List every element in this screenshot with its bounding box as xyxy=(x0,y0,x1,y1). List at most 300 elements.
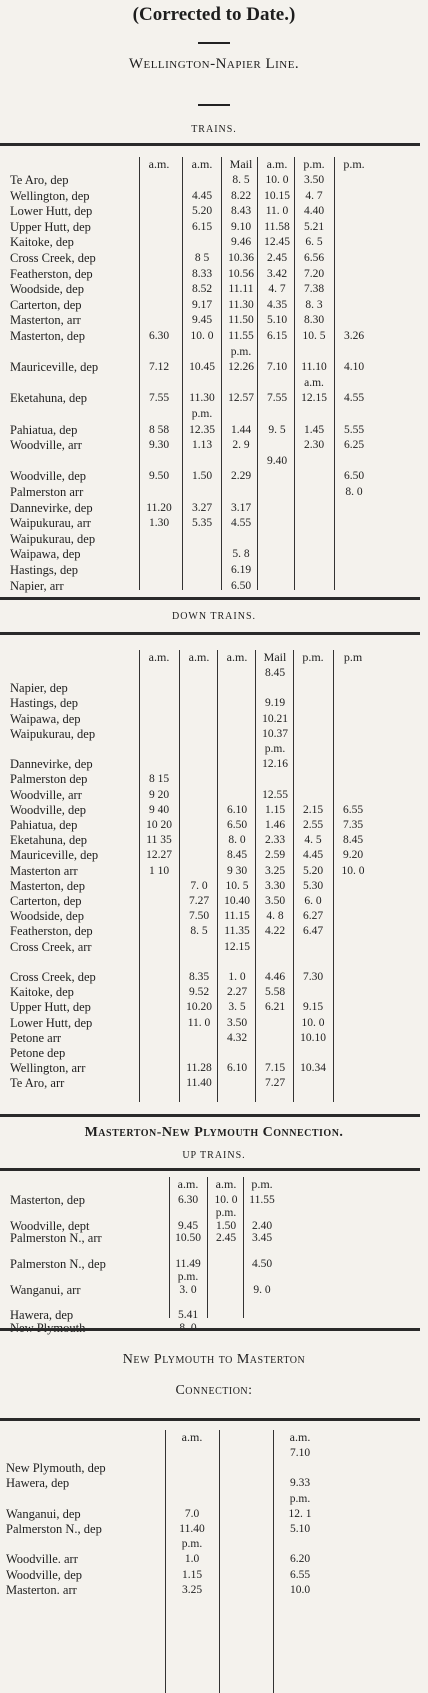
time-cell: 5.41 xyxy=(177,1309,199,1322)
time-cell: 7.27 xyxy=(188,895,210,907)
column-header: a.m. xyxy=(266,157,288,171)
time-cell: 10. 0 xyxy=(341,864,365,877)
time-cell: 5.30 xyxy=(302,879,324,892)
time-cell: 11. 0 xyxy=(265,205,289,218)
time-cell: 12.57 xyxy=(228,392,254,405)
time-cell: 7.10 xyxy=(266,361,288,374)
time-cell: 6.30 xyxy=(177,1194,199,1206)
time-cell: 9 30 xyxy=(226,864,248,877)
column-separator xyxy=(139,157,140,590)
column-header: a.m. xyxy=(148,157,170,171)
station-name: Masterton. arr xyxy=(6,1582,77,1597)
time-cell: 3.45 xyxy=(251,1232,273,1245)
column-header: a.m. xyxy=(181,1430,203,1444)
time-cell: 1.45 xyxy=(303,423,325,436)
time-cell: 8.45 xyxy=(226,849,248,862)
connection2-title-line2: Connection: xyxy=(175,1383,253,1398)
time-cell: 7.15 xyxy=(264,1062,286,1075)
time-cell: 11.35 xyxy=(224,925,250,938)
column-header: a.m. xyxy=(188,650,210,664)
station-name: Napier, arr xyxy=(10,578,64,593)
column-header: Mail xyxy=(229,157,253,171)
time-cell: 11 35 xyxy=(146,834,172,847)
station-name: Hawera, dep xyxy=(10,1308,74,1323)
station-name: Featherston, dep xyxy=(10,924,93,939)
station-name: Lower Hutt, dep xyxy=(10,1015,93,1030)
time-cell: 1.30 xyxy=(148,517,170,530)
time-cell: 2.29 xyxy=(230,470,252,483)
time-cell: 5.10 xyxy=(266,314,288,327)
time-cell: 5.58 xyxy=(264,986,286,999)
station-name: Mauriceville, dep xyxy=(10,360,99,375)
time-cell: 1.15 xyxy=(264,803,286,816)
time-cell: 6.56 xyxy=(303,252,325,264)
time-cell: 12.15 xyxy=(301,392,327,405)
time-cell: 11. 0 xyxy=(187,1016,211,1029)
time-cell: 9.17 xyxy=(191,298,213,311)
time-cell: 12.45 xyxy=(264,236,290,249)
column-header: a.m. xyxy=(148,650,170,664)
column-separator xyxy=(219,1430,220,1693)
column-separator xyxy=(182,157,183,590)
column-header: a.m. xyxy=(215,1177,237,1191)
time-cell: p.m. xyxy=(181,1538,203,1551)
time-cell: 4.46 xyxy=(264,971,286,983)
time-cell: 9.20 xyxy=(342,849,364,862)
time-cell: 3.17 xyxy=(230,501,252,514)
time-cell: 8. 0 xyxy=(345,486,363,498)
time-cell: 3.50 xyxy=(226,1016,248,1029)
time-cell: 7.35 xyxy=(342,819,364,831)
time-cell: 12.26 xyxy=(228,361,254,374)
time-cell: 12.27 xyxy=(146,849,172,862)
time-cell: 9.52 xyxy=(188,986,210,999)
time-cell: 2.33 xyxy=(264,834,286,847)
section-divider xyxy=(0,1328,420,1331)
time-cell: 11.40 xyxy=(186,1077,212,1090)
column-header: Mail xyxy=(263,650,287,664)
time-cell: p.m. xyxy=(289,1492,311,1505)
time-cell: 6.55 xyxy=(289,1568,311,1581)
time-cell: 10. 0 xyxy=(265,174,289,186)
column-header: p.m. xyxy=(302,650,324,664)
time-cell: 11.40 xyxy=(179,1523,205,1535)
station-name: Hastings, dep xyxy=(10,696,79,711)
station-name: Waipukurau, dep xyxy=(10,726,96,741)
time-cell: 7.12 xyxy=(148,361,170,374)
station-name: Eketahuna, dep xyxy=(10,833,88,848)
time-cell: 10.40 xyxy=(224,895,250,907)
column-separator xyxy=(334,157,335,590)
time-cell: 6.20 xyxy=(289,1553,311,1566)
time-cell: 4. 5 xyxy=(304,834,322,847)
column-header: a.m. xyxy=(226,650,248,664)
column-separator xyxy=(333,650,334,1102)
time-cell: 3.25 xyxy=(264,864,286,877)
time-cell: 4.45 xyxy=(191,189,213,202)
time-cell: 8.30 xyxy=(303,314,325,327)
time-cell: 4.10 xyxy=(343,361,365,374)
time-cell: 1.0 xyxy=(184,1553,200,1566)
station-name: Napier, dep xyxy=(10,681,68,696)
time-cell: 4.45 xyxy=(302,849,324,862)
station-name: Lower Hutt, dep xyxy=(10,204,93,219)
time-cell: 6.30 xyxy=(148,330,170,342)
time-cell: 6.21 xyxy=(264,1001,286,1014)
section-divider xyxy=(0,1418,420,1421)
time-cell: 11.28 xyxy=(186,1062,212,1075)
time-cell: 6.10 xyxy=(226,1062,248,1075)
time-cell: 7.30 xyxy=(302,971,324,983)
time-cell: 9.45 xyxy=(191,314,213,327)
time-cell: 8.45 xyxy=(342,834,364,847)
station-name: Woodville, arr xyxy=(10,438,82,453)
time-cell: 9.15 xyxy=(302,1001,324,1014)
column-separator xyxy=(273,1430,274,1693)
section-divider xyxy=(0,1114,420,1117)
section-divider xyxy=(0,632,420,635)
time-cell: 8.22 xyxy=(230,189,252,202)
time-cell: 11.20 xyxy=(146,501,172,514)
time-cell: 10.10 xyxy=(300,1031,326,1044)
time-cell: 6.27 xyxy=(302,910,324,923)
station-name: New Plymouth, dep xyxy=(6,1461,106,1476)
time-cell: 8 5 xyxy=(194,252,210,264)
time-cell: 4.55 xyxy=(343,392,365,405)
station-name: Woodville, dept xyxy=(10,1218,90,1233)
station-name: Featherston, dep xyxy=(10,266,93,281)
station-name: Carterton, dep xyxy=(10,894,82,908)
station-name: Palmerston N., dep xyxy=(10,1257,106,1271)
column-separator xyxy=(179,650,180,1102)
station-name: Woodville, dep xyxy=(10,469,87,484)
time-cell: 9.30 xyxy=(148,439,170,452)
time-cell: 2.45 xyxy=(266,252,288,264)
time-cell: 10. 0 xyxy=(190,330,214,342)
time-cell: 9. 0 xyxy=(253,1283,271,1296)
station-name: Eketahuna, dep xyxy=(10,391,88,406)
time-cell: 6.15 xyxy=(191,220,213,233)
time-cell: 9. 5 xyxy=(268,423,286,436)
column-separator xyxy=(255,650,256,1102)
section-divider xyxy=(0,597,420,600)
station-name: Palmerston dep xyxy=(10,772,88,787)
station-name: Woodville, dep xyxy=(10,802,87,817)
time-cell: 10.34 xyxy=(300,1062,326,1075)
time-cell: 10.45 xyxy=(189,361,215,374)
time-cell: 3. 5 xyxy=(228,1001,246,1014)
time-cell: 1.13 xyxy=(191,439,213,452)
column-separator xyxy=(221,157,222,590)
time-cell: 11.30 xyxy=(189,392,215,405)
time-cell: 3.30 xyxy=(264,879,286,892)
connection1-subtitle: UP TRAINS. xyxy=(182,1150,246,1161)
time-cell: 10.56 xyxy=(228,267,254,280)
station-name: Woodville, arr xyxy=(10,787,82,802)
time-cell: 1.50 xyxy=(215,1219,237,1232)
time-cell: 8 15 xyxy=(148,773,170,786)
time-cell: 11.30 xyxy=(228,298,254,311)
short-rule xyxy=(198,42,230,44)
time-cell: 1.44 xyxy=(230,423,252,436)
time-cell: 8. 3 xyxy=(305,298,323,311)
station-name: Masterton arr xyxy=(10,863,78,878)
station-name: Woodside, dep xyxy=(10,909,84,924)
station-name: Woodville. arr xyxy=(6,1552,78,1567)
time-cell: 2.15 xyxy=(302,803,324,816)
time-cell: 11.49 xyxy=(175,1258,201,1270)
time-cell: 1.50 xyxy=(191,470,213,483)
time-cell: 1. 0 xyxy=(228,971,246,983)
station-name: Hawera, dep xyxy=(6,1476,70,1491)
time-cell: 3.50 xyxy=(303,174,325,186)
section-divider xyxy=(0,143,420,146)
time-cell: 1.15 xyxy=(181,1568,203,1581)
station-name: Te Aro, arr xyxy=(10,1076,65,1091)
time-cell: 4. 7 xyxy=(305,189,323,202)
up-trains-title: TRAINS. xyxy=(191,124,237,135)
time-cell: 10.0 xyxy=(289,1583,311,1596)
time-cell: p.m. xyxy=(230,345,252,358)
time-cell: 11.58 xyxy=(264,220,290,233)
station-name: Pahiatua, dep xyxy=(10,422,78,437)
time-cell: p.m. xyxy=(191,408,213,420)
station-name: Carterton, dep xyxy=(10,297,82,312)
time-cell: 2. 9 xyxy=(232,439,250,452)
time-cell: 7.55 xyxy=(148,392,170,405)
column-separator xyxy=(294,157,295,590)
time-cell: 10.36 xyxy=(228,252,254,264)
time-cell: 2.40 xyxy=(251,1219,273,1232)
time-cell: 6.15 xyxy=(266,330,288,342)
time-cell: 3.25 xyxy=(181,1583,203,1596)
station-name: Masterton, dep xyxy=(10,878,85,893)
station-name: Dannevirke, dep xyxy=(10,500,93,515)
time-cell: 5.35 xyxy=(191,517,213,530)
time-cell: 2.55 xyxy=(302,819,324,831)
column-header: p.m. xyxy=(303,157,325,171)
time-cell: 6.50 xyxy=(343,470,365,483)
time-cell: 7.20 xyxy=(303,267,325,280)
time-cell: 8. 5 xyxy=(232,174,250,186)
time-cell: 9.10 xyxy=(230,220,252,233)
station-name: Palmerston arr xyxy=(10,485,84,499)
time-cell: 10.21 xyxy=(262,712,288,725)
time-cell: 9 40 xyxy=(148,803,170,816)
station-name: Upper Hutt, dep xyxy=(10,219,91,234)
time-cell: 4.55 xyxy=(230,517,252,530)
column-header: a.m. xyxy=(191,157,213,171)
time-cell: 4.32 xyxy=(226,1031,248,1044)
time-cell: 6.25 xyxy=(343,439,365,452)
time-cell: 3.27 xyxy=(191,501,213,514)
time-cell: 11.55 xyxy=(249,1194,275,1206)
time-cell: 7. 0 xyxy=(190,879,208,892)
station-name: Cross Creek, arr xyxy=(10,939,92,954)
time-cell: 12. 1 xyxy=(288,1507,312,1520)
time-cell: 9.19 xyxy=(264,697,286,710)
column-separator xyxy=(217,650,218,1102)
time-cell: 5.10 xyxy=(289,1523,311,1535)
time-cell: p.m. xyxy=(215,1206,237,1219)
time-cell: 6.19 xyxy=(230,564,252,576)
time-cell: 10.15 xyxy=(264,189,290,202)
station-name: Kaitoke, dep xyxy=(10,235,74,250)
time-cell: 10.20 xyxy=(186,1001,212,1014)
time-cell: 7.38 xyxy=(303,283,325,296)
time-cell: 3. 0 xyxy=(179,1283,197,1296)
time-cell: 5. 8 xyxy=(232,548,250,561)
time-cell: 10.50 xyxy=(175,1232,201,1245)
time-cell: 7.27 xyxy=(264,1077,286,1090)
time-cell: 10. 0 xyxy=(301,1016,325,1029)
station-name: Woodville, dep xyxy=(6,1567,83,1582)
column-separator xyxy=(139,650,140,1102)
time-cell: 7.10 xyxy=(289,1447,311,1459)
column-separator xyxy=(257,157,258,590)
time-cell: 12.35 xyxy=(189,423,215,436)
station-name: Wellington, arr xyxy=(10,1061,86,1076)
time-cell: 6.47 xyxy=(302,925,324,938)
time-cell: 11.15 xyxy=(224,910,250,923)
time-cell: 7.55 xyxy=(266,392,288,405)
time-cell: 8.33 xyxy=(191,267,213,280)
time-cell: 1 10 xyxy=(148,864,170,877)
time-cell: 9 20 xyxy=(148,788,170,801)
time-cell: 8.52 xyxy=(191,283,213,296)
time-cell: 9.33 xyxy=(289,1477,311,1490)
time-cell: 6.55 xyxy=(342,803,364,816)
line-title: Wellington-Napier Line. xyxy=(128,56,300,72)
station-name: Dannevirke, dep xyxy=(10,757,93,772)
time-cell: 4.40 xyxy=(303,205,325,218)
time-cell: 4.35 xyxy=(266,298,288,311)
time-cell: 8.35 xyxy=(188,971,210,983)
station-name: Wanganui, arr xyxy=(10,1282,81,1297)
time-cell: 5.20 xyxy=(302,864,324,877)
column-header: a.m. xyxy=(177,1177,199,1191)
station-name: Waipukurau, dep xyxy=(10,531,96,546)
time-cell: 10. 5 xyxy=(225,879,249,892)
station-name: Woodside, dep xyxy=(10,282,84,297)
station-name: Masterton, dep xyxy=(10,329,85,343)
station-name: Masterton, dep xyxy=(10,1193,85,1207)
time-cell: 6.50 xyxy=(230,579,252,592)
time-cell: 2.30 xyxy=(303,439,325,452)
column-separator xyxy=(243,1177,244,1318)
down-trains-title: DOWN TRAINS. xyxy=(171,611,257,622)
station-name: Te Aro, dep xyxy=(10,173,69,187)
time-cell: 4. 7 xyxy=(268,283,286,296)
time-cell: 6. 0 xyxy=(304,895,322,907)
time-cell: 2.27 xyxy=(226,986,248,999)
station-name: Petone arr xyxy=(10,1030,62,1045)
connection1-title: Masterton-New Plymouth Connection. xyxy=(84,1125,344,1140)
time-cell: 6. 5 xyxy=(305,236,323,249)
station-name: Wanganui, dep xyxy=(6,1506,81,1521)
time-cell: 5.20 xyxy=(191,205,213,218)
time-cell: p.m. xyxy=(264,743,286,755)
time-cell: 3.26 xyxy=(343,330,365,342)
station-name: Upper Hutt, dep xyxy=(10,1000,91,1015)
time-cell: 6.10 xyxy=(226,803,248,816)
column-separator xyxy=(207,1177,208,1318)
connection2-title-line1: New Plymouth to Masterton xyxy=(122,1352,306,1367)
time-cell: 11.11 xyxy=(228,283,254,296)
section-divider xyxy=(0,1168,420,1171)
time-cell: 9.40 xyxy=(266,454,288,467)
time-cell: 7.0 xyxy=(184,1507,200,1520)
station-name: Waipawa, dep xyxy=(10,711,81,726)
time-cell: 8.45 xyxy=(264,667,286,679)
time-cell: 12.55 xyxy=(262,788,288,801)
time-cell: 1.46 xyxy=(264,819,286,831)
time-cell: 9.50 xyxy=(148,470,170,483)
time-cell: 8.43 xyxy=(230,205,252,218)
time-cell: 8 58 xyxy=(148,423,170,436)
time-cell: 8. 0 xyxy=(228,834,246,847)
station-name: Cross Creek, dep xyxy=(10,251,96,265)
time-cell: 7.50 xyxy=(188,910,210,923)
time-cell: 5.21 xyxy=(303,220,325,233)
time-cell: 12.15 xyxy=(224,940,250,953)
time-cell: 11.10 xyxy=(301,361,327,374)
station-name: Palmerston N., arr xyxy=(10,1231,102,1246)
column-header: p.m. xyxy=(343,157,365,171)
column-separator xyxy=(293,650,294,1102)
page-heading: (Corrected to Date.) xyxy=(132,4,296,25)
station-name: Hastings, dep xyxy=(10,563,79,577)
time-cell: 4.50 xyxy=(251,1258,273,1270)
time-cell: 2.45 xyxy=(215,1232,237,1245)
station-name: Waipukurau, arr xyxy=(10,516,91,531)
column-separator xyxy=(165,1430,166,1693)
column-header: p.m. xyxy=(251,1177,273,1191)
time-cell: 8. 5 xyxy=(190,925,208,938)
time-cell: 11.55 xyxy=(228,330,254,342)
time-cell: 2.59 xyxy=(264,849,286,862)
time-cell: 3.50 xyxy=(264,895,286,907)
time-cell: 6.50 xyxy=(226,819,248,831)
station-name: Cross Creek, dep xyxy=(10,970,96,984)
time-cell: p.m. xyxy=(177,1270,199,1283)
time-cell: 9.45 xyxy=(177,1219,199,1232)
time-cell: 10. 5 xyxy=(302,330,326,342)
time-cell: a.m. xyxy=(304,376,324,389)
station-name: Waipawa, dep xyxy=(10,547,81,562)
time-cell: 10. 0 xyxy=(214,1194,238,1206)
station-name: Palmerston N., dep xyxy=(6,1522,102,1536)
station-name: Wellington, dep xyxy=(10,188,90,203)
station-name: Mauriceville, dep xyxy=(10,848,99,863)
time-cell: 10 20 xyxy=(146,819,172,831)
time-cell: 11.50 xyxy=(228,314,254,327)
station-name: Masterton, arr xyxy=(10,313,81,328)
time-cell: 4.22 xyxy=(264,925,286,938)
time-cell: 3.42 xyxy=(266,267,288,280)
short-rule xyxy=(198,104,230,106)
column-separator xyxy=(169,1177,170,1318)
station-name: Petone dep xyxy=(10,1046,66,1060)
time-cell: 5.55 xyxy=(343,423,365,436)
time-cell: 4. 8 xyxy=(266,910,284,923)
time-cell: 10.37 xyxy=(262,727,288,740)
station-name: Pahiatua, dep xyxy=(10,818,78,832)
time-cell: 9.46 xyxy=(230,236,252,249)
column-header: a.m. xyxy=(289,1430,311,1444)
column-header: p.m xyxy=(343,650,363,664)
time-cell: 12.16 xyxy=(262,758,288,771)
